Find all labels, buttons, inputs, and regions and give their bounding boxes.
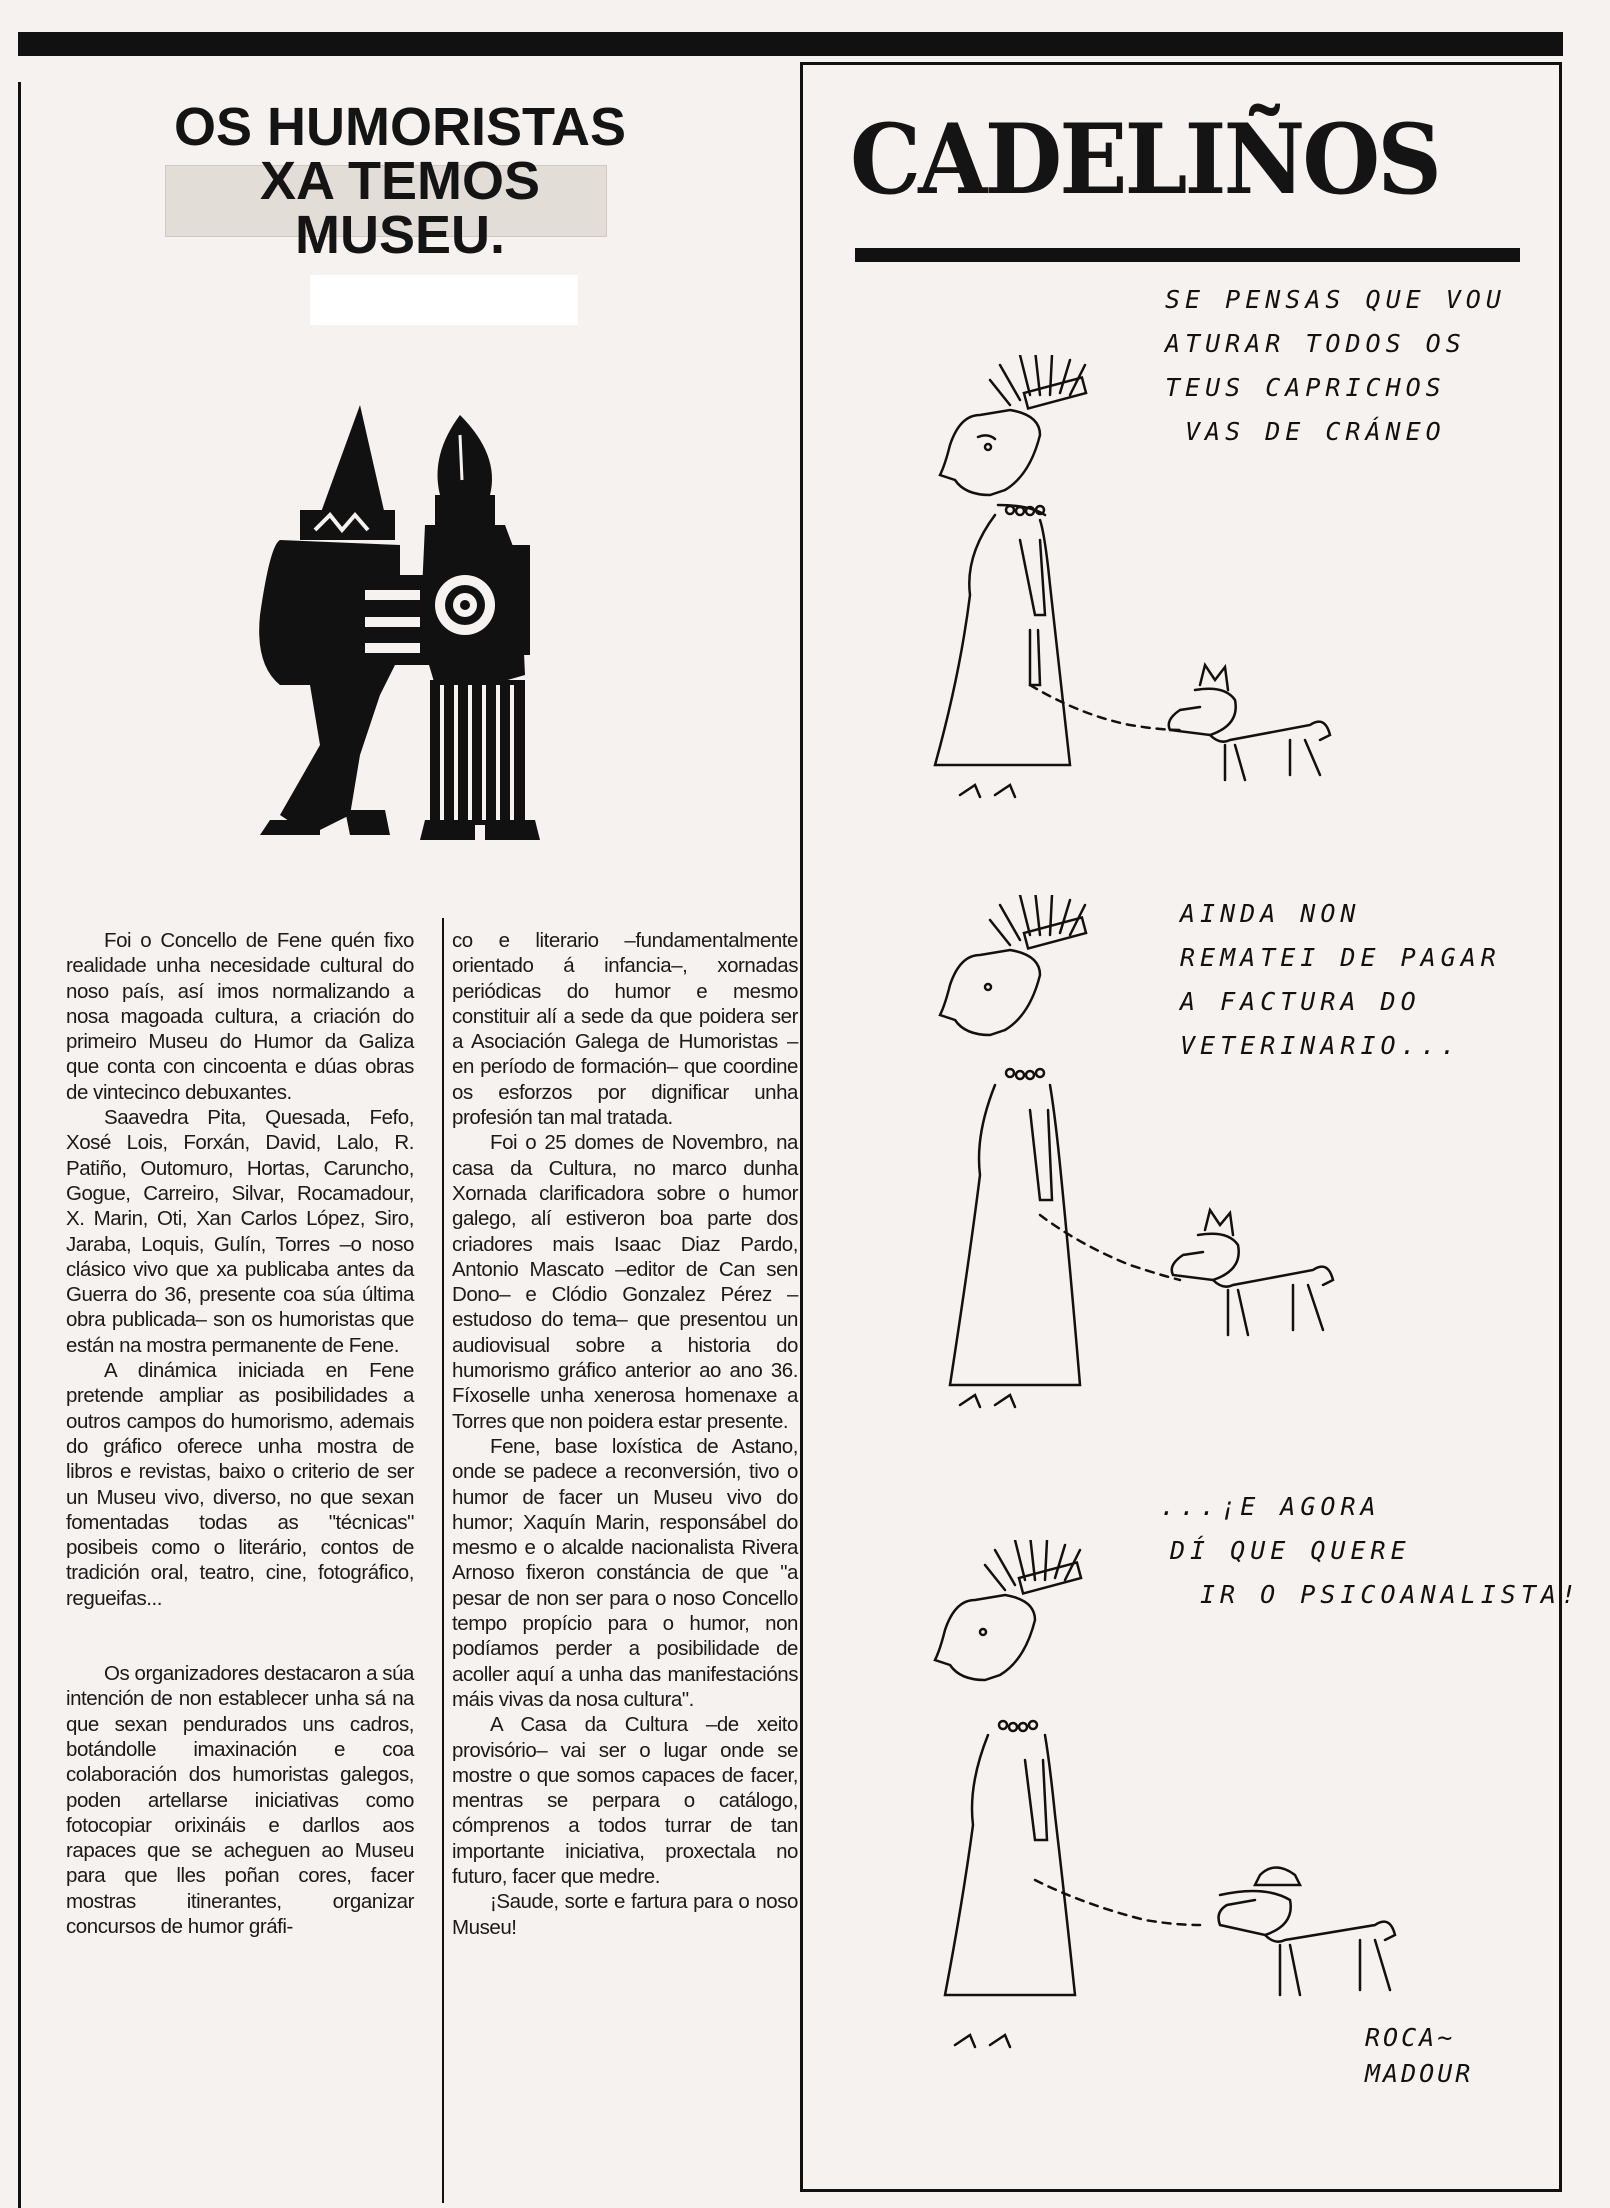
signature-line: ROCA~ xyxy=(1365,2023,1456,2052)
left-rule xyxy=(18,82,21,2208)
paragraph: ¡Saude, sorte e fartura para o noso Museu! xyxy=(452,1890,798,1939)
woman-with-dog-drawing-3 xyxy=(875,1540,1435,2060)
speech-line: ...¡E AGORA xyxy=(1160,1492,1381,1521)
headline-line2: XA TEMOS xyxy=(259,151,541,211)
artist-signature xyxy=(1365,2020,1473,2092)
paragraph: Fene, base loxística de Astano, onde se padece a reconversión, tivo o humor de facer un Museu vivo do humor; Xaquín Marin, responsábel do mesmo e o alcalde nacionalista Rivera Arnoso fixeron constáncia de que "a pesar de non ser para o noso Concello tempo propício para o humor, non podíamos perder a posibilidade de acoller aquí a unha das manifestacións máis vivas da nosa cultura". xyxy=(452,1434,798,1711)
headline-line1: OS HUMORISTAS xyxy=(173,97,626,157)
headline-line3: MUSEU. xyxy=(294,205,505,265)
column-rule xyxy=(442,918,444,2203)
article-column-1 xyxy=(66,928,414,1939)
woman-with-dog-drawing-1 xyxy=(880,355,1400,835)
speech-line: SE PENSAS QUE VOU xyxy=(1165,285,1506,314)
paragraph: Foi o Concello de Fene quén fixo realidade unha necesidade cultural do noso país, así imos normalizando a nosa magoada cultura, a criación do primeiro Museu do Humor da Galiza que conta con cincoenta e dúas obras de vintecinco debuxantes. xyxy=(66,929,414,1104)
paragraph: Foi o 25 domes de Novembro, na casa da Cultura, no marco dunha Xornada clarificadora sobre o humor galego, alí estiveron boa parte dos criadores mais Isaac Diaz Pardo, Antonio Mascato –editor de Can sen Dono– e Clódio Gonzalez Pérez –estudoso do tema– que presentou un audiovisual sobre a historia do humorismo gráfico anterior ao ano 36. Fíxoselle unha xenerosa homenaxe a Torres que non poidera estar presente. xyxy=(452,1131,798,1433)
speech-line: AINDA NON xyxy=(1180,899,1361,928)
top-rule xyxy=(18,32,1563,56)
comic-title: CADELIÑOS xyxy=(850,103,1440,216)
pencil-and-pen-figures-illustration xyxy=(250,395,570,855)
speech-line: REMATEI DE PAGAR xyxy=(1180,943,1501,972)
woman-with-dog-drawing-2 xyxy=(880,895,1400,1415)
paragraph: Saavedra Pita, Quesada, Fefo, Xosé Lois, Forxán, David, Lalo, R. Patiño, Outomuro, Hortas, Caruncho, Gogue, Carreiro, Silvar, Rocamadour, X. Marin, Oti, Xan Carlos López, Siro, Jaraba, Loquis, Gulín, Torres –o noso clásico vivo que xa publicaba antes da Guerra do 36, presente coa súa última obra publicada– son os humoristas que están na mostra permanente de Fene. xyxy=(66,1106,414,1357)
paragraph: co e literario –fundamentalmente orientado á infancia–, xornadas periódicas do humor e mesmo constituir alí a sede da que poidera ser a Asociación Galega de Humoristas –en período de formación– que coordine os esforzos por dignificar unha profesión tan mal tratada. xyxy=(452,929,798,1130)
speech-line: ATURAR TODOS OS xyxy=(1165,329,1466,358)
paragraph: Os organizadores destacaron a súa intención de non establecer unha sá na que sexan pendurados uns cadros, botándolle imaxinación e coa colaboración dos humoristas galegos, poden artellarse iniciativas como fotocopiar orixináis e darllos aos rapaces que se acheguen ao Museu para que lles poñan cores, facer mostras itinerantes, organizar concursos de humor gráfi- xyxy=(66,1662,414,1938)
speech-line: VETERINARIO... xyxy=(1180,1031,1461,1060)
speech-line: DÍ QUE QUERE xyxy=(1170,1536,1411,1565)
comic-title-underline xyxy=(855,248,1520,262)
speech-line: VAS DE CRÁNEO xyxy=(1185,417,1446,446)
paragraph: A dinámica iniciada en Fene pretende ampliar as posibilidades a outros campos do humorismo, ademais do gráfico oferece unha mostra de libros e revistas, baixo o criterio de ser un Museu vivo, diverso, no que sexan fomentadas todas as "técnicas" posibeis como o literário, contos de tradición oral, teatro, cine, fotográfico, regueifas... xyxy=(66,1359,414,1610)
speech-line: TEUS CAPRICHOS xyxy=(1165,373,1446,402)
headline xyxy=(130,97,670,265)
speech-line: A FACTURA DO xyxy=(1180,987,1421,1016)
paste-patch xyxy=(310,275,578,325)
speech-line: IR O PSICOANALISTA! xyxy=(1200,1580,1581,1609)
signature-line: MADOUR xyxy=(1365,2059,1474,2088)
paragraph: A Casa da Cultura –de xeito provisório– vai ser o lugar onde se mostre o que somos capaces de facer, mentras se perpara o catálogo, cómprenos a todos turrar de tan importante iniciativa, proxectala no futuro, facer que medre. xyxy=(452,1713,798,1888)
article-column-2 xyxy=(452,928,798,1940)
